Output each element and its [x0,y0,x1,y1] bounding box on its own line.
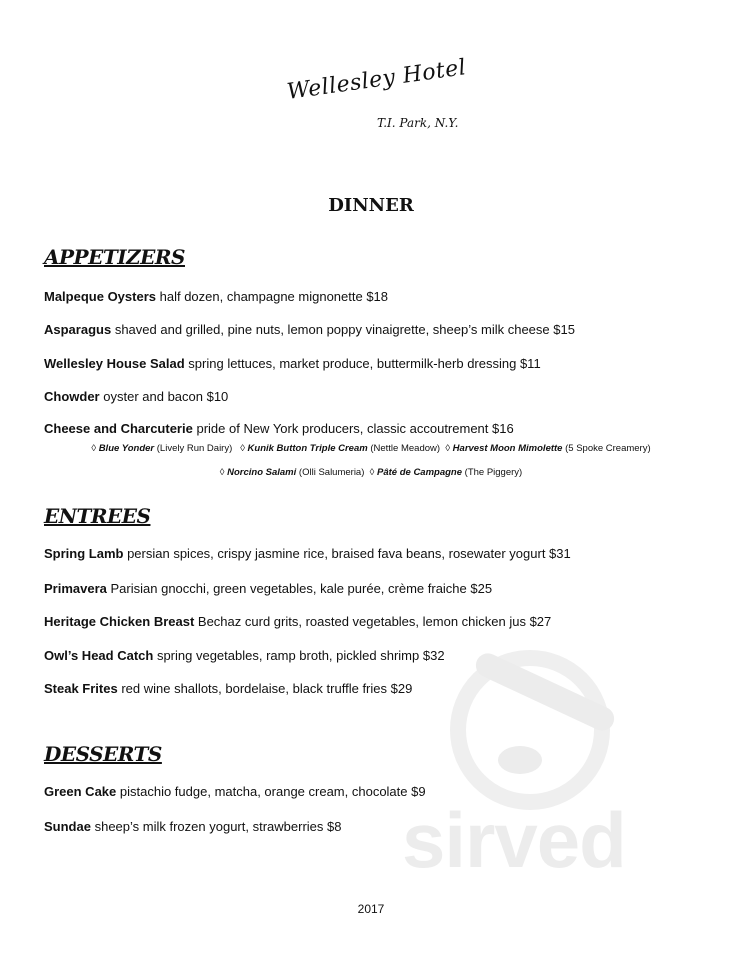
sub-item-name: Blue Yonder [98,443,155,454]
item-name: Asparagus [44,322,112,337]
item-name: Chowder [44,389,100,404]
cheese-list-line-1 [0,443,742,454]
sub-item-name: Pâté de Campagne [377,467,463,478]
item-name: Wellesley House Salad [44,356,185,371]
item-desc: spring vegetables, ramp broth, pickled shrimp $32 [156,648,445,663]
menu-item [44,819,341,834]
item-desc: Bechaz curd grits, roasted vegetables, lemon chicken jus $27 [197,614,552,629]
item-desc: persian spices, crispy jasmine rice, braised fava beans, rosewater yogurt $31 [127,546,571,561]
fork-spoon-logo-icon [400,640,700,810]
item-name: Owl’s Head Catch [44,648,154,663]
diamond-icon: ◊ [369,467,375,478]
menu-item [44,356,541,371]
sub-item-maker: (5 Spoke Creamery) [565,443,651,454]
item-desc: sheep’s milk frozen yogurt, strawberries $8 [94,819,342,834]
sub-item-name: Harvest Moon Mimolette [452,443,563,454]
menu-item [44,421,514,436]
item-desc: pistachio fudge, matcha, orange cream, chocolate $9 [119,784,426,799]
logo-location: T.I. Park, N.Y. [377,116,459,130]
item-name: Cheese and Charcuterie [44,421,193,436]
menu-item [44,322,575,337]
item-desc: spring lettuces, market produce, buttermilk-herb dressing $11 [188,356,541,371]
item-desc: oyster and bacon $10 [103,389,229,404]
sub-item-maker: (Lively Run Dairy) [156,443,233,454]
item-desc: shaved and grilled, pine nuts, lemon poppy vinaigrette, sheep’s milk cheese $15 [114,322,575,337]
menu-item [44,389,228,404]
menu-item [44,581,492,596]
diamond-icon: ◊ [445,443,451,454]
sirved-watermark [400,640,700,900]
hotel-logo [285,55,468,146]
sub-item-name: Kunik Button Triple Cream [247,443,368,454]
item-name: Spring Lamb [44,546,124,561]
item-desc: red wine shallots, bordelaise, black truffle fries $29 [121,681,413,696]
item-name: Green Cake [44,784,117,799]
item-name: Primavera [44,581,107,596]
sub-item-maker: (The Piggery) [464,467,523,478]
watermark-text: sirved [402,796,626,884]
menu-item [44,289,388,304]
diamond-icon: ◊ [219,467,225,478]
menu-year: 2017 [357,902,385,916]
item-name: Heritage Chicken Breast [44,614,195,629]
diamond-icon: ◊ [91,443,97,454]
sub-item-maker: (Olli Salumeria) [298,467,365,478]
item-desc: pride of New York producers, classic accoutrement $16 [196,421,514,436]
sub-item-maker: (Nettle Meadow) [370,443,441,454]
menu-title: DINNER [328,195,414,216]
menu-item [44,784,426,799]
menu-item [44,681,412,696]
logo-name: Wellesley Hotel [285,55,468,105]
item-desc: half dozen, champagne mignonette $18 [159,289,389,304]
cheese-list-line-2 [0,467,742,478]
item-name: Sundae [44,819,91,834]
menu-item [44,546,571,561]
diamond-icon: ◊ [240,443,245,454]
menu-item [44,614,551,629]
section-heading-appetizers: APPETIZERS [44,245,185,269]
item-name: Steak Frites [44,681,118,696]
item-name: Malpeque Oysters [44,289,156,304]
section-heading-desserts: DESSERTS [44,742,162,766]
menu-item [44,648,445,663]
item-desc: Parisian gnocchi, green vegetables, kale purée, crème fraiche $25 [110,581,493,596]
sub-item-name: Norcino Salami [227,467,297,478]
section-heading-entrees: ENTREES [44,504,151,528]
